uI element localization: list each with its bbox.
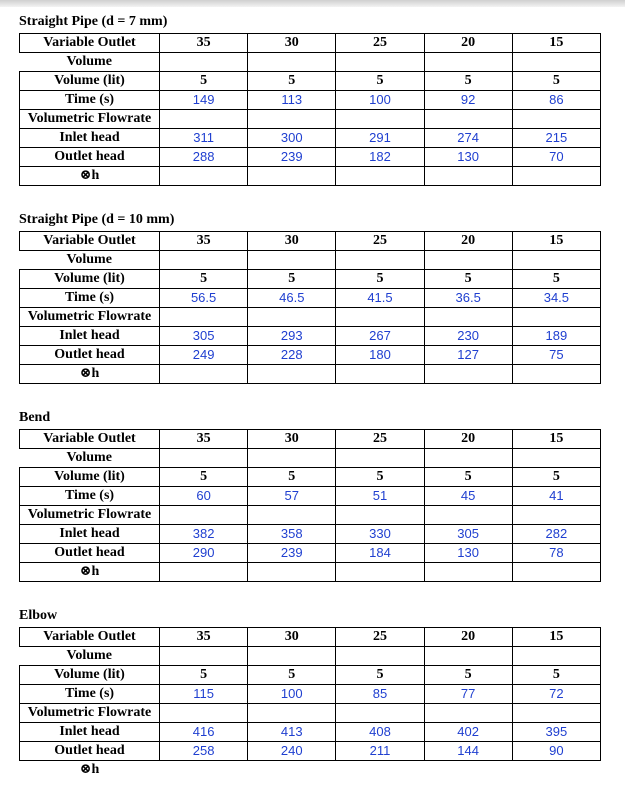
flowrate-cell (512, 308, 600, 327)
label-volume-suffix: Volume (66, 252, 112, 267)
inlet-value: 408 (336, 723, 424, 742)
volume-value: 5 (424, 468, 512, 487)
outlet-value: 25 (336, 232, 424, 251)
time-value: 86 (512, 91, 600, 110)
delta-h-cell (248, 563, 336, 582)
outlet-head-value: 130 (424, 148, 512, 167)
time-value: 115 (160, 685, 248, 704)
label-time: Time (s) (20, 91, 160, 110)
outlet-value: 20 (424, 628, 512, 647)
delta-h-cell (160, 563, 248, 582)
data-table (19, 429, 601, 582)
outlet-head-value: 182 (336, 148, 424, 167)
delta-h-cell (512, 365, 600, 384)
flowrate-cell (160, 308, 248, 327)
outlet-value: 25 (336, 430, 424, 449)
volume-value: 5 (160, 666, 248, 685)
label-volume: Volume (lit) (20, 270, 160, 289)
label-inlet-head: Inlet head (20, 327, 160, 346)
flowrate-cell (512, 506, 600, 525)
time-value: 36.5 (424, 289, 512, 308)
time-value: 51 (336, 487, 424, 506)
label-flowrate: Volumetric Flowrate (20, 110, 160, 129)
label-delta-h: ⊗h (79, 762, 100, 777)
volume-value: 5 (512, 666, 600, 685)
delta-h-cell (160, 167, 248, 186)
outlet-row (20, 34, 601, 53)
inlet-value: 215 (512, 129, 600, 148)
outlet-value: 15 (512, 628, 600, 647)
label-outlet-head: Outlet head (20, 544, 160, 563)
label-variable-outlet: Variable Outlet (20, 430, 160, 449)
delta-h-cell (424, 167, 512, 186)
volume-value: 5 (336, 72, 424, 91)
volume-value: 5 (336, 666, 424, 685)
volume-value: 5 (160, 270, 248, 289)
inlet-value: 413 (248, 723, 336, 742)
label-flowrate: Volumetric Flowrate (20, 704, 160, 723)
delta-h-cell (336, 167, 424, 186)
volume-value: 5 (336, 270, 424, 289)
volume-value: 5 (424, 270, 512, 289)
time-value: 85 (336, 685, 424, 704)
label-outlet-head: Outlet head (20, 148, 160, 167)
flowrate-cell (248, 704, 336, 723)
flowrate-cell (336, 704, 424, 723)
label-volume: Volume (lit) (20, 72, 160, 91)
outlet-value: 35 (160, 232, 248, 251)
outlet-head-value: 249 (160, 346, 248, 365)
outlet-value: 15 (512, 430, 600, 449)
outlet-head-value: 211 (336, 742, 424, 761)
delta-h-cell (336, 365, 424, 384)
data-table (19, 231, 601, 384)
label-inlet-head: Inlet head (20, 723, 160, 742)
time-value: 41 (512, 487, 600, 506)
time-value: 56.5 (160, 289, 248, 308)
label-delta-h: ⊗h (20, 167, 160, 186)
label-inlet-head: Inlet head (20, 525, 160, 544)
outlet-value: 35 (160, 430, 248, 449)
flowrate-cell (512, 110, 600, 129)
flowrate-cell (512, 704, 600, 723)
inlet-value: 416 (160, 723, 248, 742)
time-value: 92 (424, 91, 512, 110)
inlet-value: 300 (248, 129, 336, 148)
flowrate-cell (248, 110, 336, 129)
inlet-value: 358 (248, 525, 336, 544)
outlet-head-value: 228 (248, 346, 336, 365)
flowrate-cell (424, 704, 512, 723)
inlet-value: 274 (424, 129, 512, 148)
label-delta-h: ⊗h (20, 365, 160, 384)
label-flowrate: Volumetric Flowrate (20, 506, 160, 525)
inlet-value: 267 (336, 327, 424, 346)
outlet-value: 20 (424, 232, 512, 251)
volume-value: 5 (424, 666, 512, 685)
volume-value: 5 (248, 270, 336, 289)
volume-value: 5 (248, 468, 336, 487)
volume-value: 5 (512, 270, 600, 289)
delta-h-cell (336, 563, 424, 582)
inlet-value: 305 (160, 327, 248, 346)
outlet-head-value: 239 (248, 148, 336, 167)
outlet-head-value: 75 (512, 346, 600, 365)
flowrate-cell (424, 308, 512, 327)
window-top-edge (0, 0, 625, 7)
flowrate-cell (336, 308, 424, 327)
flowrate-cell (160, 704, 248, 723)
label-delta-h: ⊗h (20, 563, 160, 582)
time-value: 100 (248, 685, 336, 704)
flowrate-cell (160, 506, 248, 525)
volume-value: 5 (248, 72, 336, 91)
outlet-value: 30 (248, 34, 336, 53)
volume-value: 5 (248, 666, 336, 685)
section-title: Elbow (19, 608, 58, 623)
delta-h-cell (424, 563, 512, 582)
outlet-value: 30 (248, 232, 336, 251)
outlet-value: 35 (160, 34, 248, 53)
flowrate-cell (248, 308, 336, 327)
label-outlet-head: Outlet head (20, 742, 160, 761)
data-table (19, 33, 601, 186)
label-time: Time (s) (20, 289, 160, 308)
volume-value: 5 (160, 72, 248, 91)
section-title: Bend (19, 410, 51, 425)
inlet-value: 230 (424, 327, 512, 346)
volume-value: 5 (512, 468, 600, 487)
flowrate-cell (336, 506, 424, 525)
outlet-value: 25 (336, 34, 424, 53)
flowrate-cell (424, 110, 512, 129)
outlet-value: 20 (424, 34, 512, 53)
label-variable-outlet: Variable Outlet (20, 34, 160, 53)
outlet-value: 15 (512, 232, 600, 251)
time-value: 34.5 (512, 289, 600, 308)
inlet-value: 189 (512, 327, 600, 346)
time-value: 46.5 (248, 289, 336, 308)
inlet-value: 311 (160, 129, 248, 148)
inlet-value: 402 (424, 723, 512, 742)
outlet-value: 15 (512, 34, 600, 53)
outlet-head-value: 258 (160, 742, 248, 761)
label-volume: Volume (lit) (20, 468, 160, 487)
volume-value: 5 (512, 72, 600, 91)
outlet-head-value: 144 (424, 742, 512, 761)
time-value: 45 (424, 487, 512, 506)
flowrate-cell (336, 110, 424, 129)
inlet-value: 291 (336, 129, 424, 148)
volume-value: 5 (336, 468, 424, 487)
inlet-value: 293 (248, 327, 336, 346)
inlet-value: 330 (336, 525, 424, 544)
label-volume-suffix: Volume (66, 648, 112, 663)
volume-value: 5 (424, 72, 512, 91)
inlet-value: 395 (512, 723, 600, 742)
outlet-head-value: 288 (160, 148, 248, 167)
outlet-head-value: 240 (248, 742, 336, 761)
outlet-head-value: 90 (512, 742, 600, 761)
time-value: 57 (248, 487, 336, 506)
section-title: Straight Pipe (d = 10 mm) (19, 212, 175, 227)
volume-value: 5 (160, 468, 248, 487)
label-time: Time (s) (20, 685, 160, 704)
label-inlet-head: Inlet head (20, 129, 160, 148)
outlet-head-value: 78 (512, 544, 600, 563)
time-value: 113 (248, 91, 336, 110)
time-value: 100 (336, 91, 424, 110)
outlet-head-value: 180 (336, 346, 424, 365)
label-volume-suffix: Volume (66, 450, 112, 465)
time-value: 41.5 (336, 289, 424, 308)
time-value: 60 (160, 487, 248, 506)
section-title: Straight Pipe (d = 7 mm) (19, 14, 168, 29)
outlet-head-value: 290 (160, 544, 248, 563)
label-outlet-head: Outlet head (20, 346, 160, 365)
label-time: Time (s) (20, 487, 160, 506)
delta-h-cell (424, 365, 512, 384)
delta-h-cell (512, 167, 600, 186)
time-value: 149 (160, 91, 248, 110)
time-value: 77 (424, 685, 512, 704)
outlet-value: 25 (336, 628, 424, 647)
outlet-value: 30 (248, 628, 336, 647)
flowrate-cell (248, 506, 336, 525)
outlet-head-value: 127 (424, 346, 512, 365)
delta-h-cell (248, 365, 336, 384)
inlet-value: 382 (160, 525, 248, 544)
label-volume: Volume (lit) (20, 666, 160, 685)
label-volume-suffix: Volume (66, 54, 112, 69)
outlet-head-value: 239 (248, 544, 336, 563)
label-variable-outlet: Variable Outlet (20, 628, 160, 647)
inlet-value: 305 (424, 525, 512, 544)
delta-h-cell (160, 365, 248, 384)
outlet-head-value: 184 (336, 544, 424, 563)
flowrate-cell (160, 110, 248, 129)
flowrate-cell (424, 506, 512, 525)
label-flowrate: Volumetric Flowrate (20, 308, 160, 327)
label-variable-outlet: Variable Outlet (20, 232, 160, 251)
outlet-value: 35 (160, 628, 248, 647)
data-table (19, 627, 601, 779)
outlet-head-value: 130 (424, 544, 512, 563)
inlet-value: 282 (512, 525, 600, 544)
delta-h-cell (248, 167, 336, 186)
outlet-head-value: 70 (512, 148, 600, 167)
outlet-value: 30 (248, 430, 336, 449)
time-value: 72 (512, 685, 600, 704)
delta-h-cell (512, 563, 600, 582)
outlet-value: 20 (424, 430, 512, 449)
